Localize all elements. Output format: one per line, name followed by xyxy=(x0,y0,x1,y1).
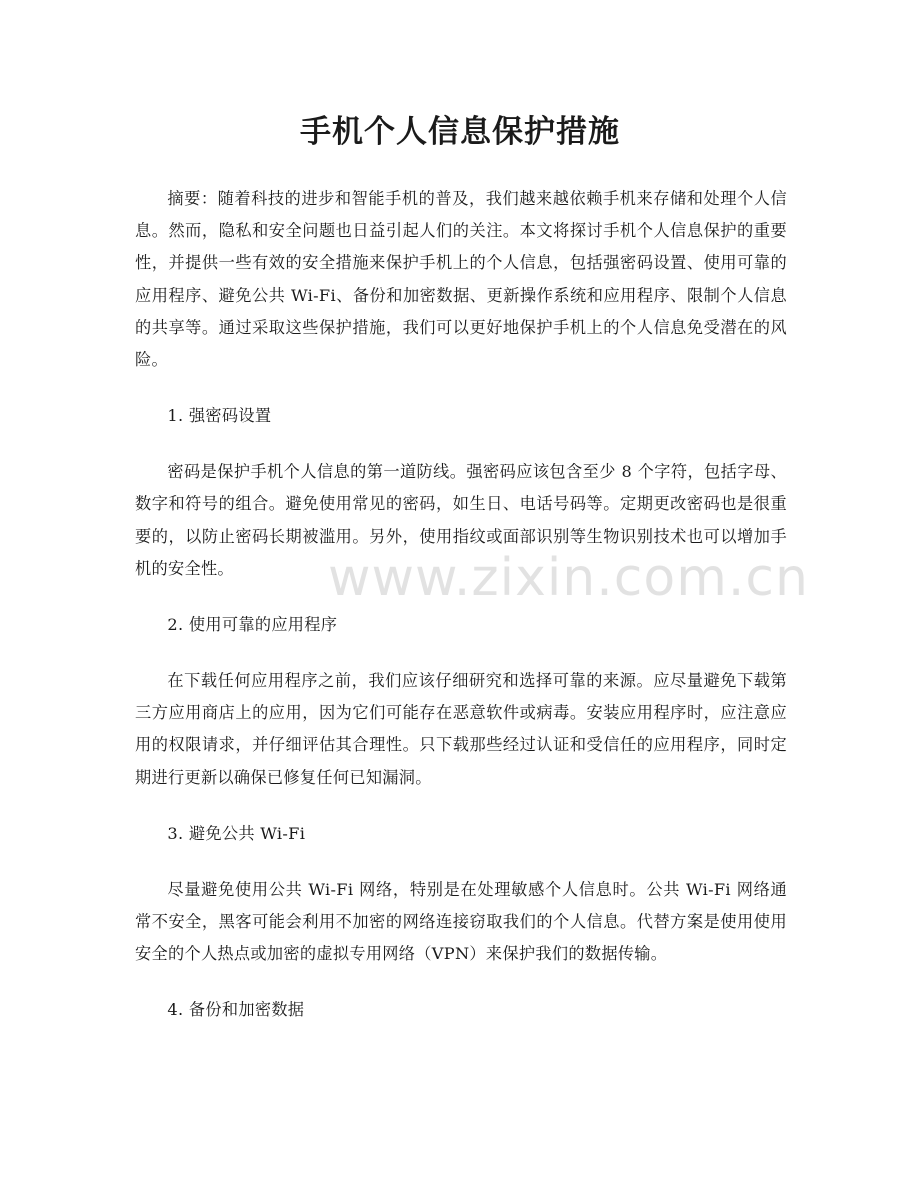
section-body-2: 在下载任何应用程序之前，我们应该仔细研究和选择可靠的来源。应尽量避免下载第三方应用商店上的应用，因为它们可能存在恶意软件或病毒。安装应用程序时，应注意应用的权限请求，并仔细评估其合理性。只下载那些经过认证和受信任的应用程序，同时定期进行更新以确保已修复任何已知漏洞。 xyxy=(135,671,787,787)
document-title: 手机个人信息保护措施 xyxy=(300,114,620,150)
section-heading-4: 4. 备份和加密数据 xyxy=(167,1000,305,1020)
watermark-text: www.zixin.com.cn xyxy=(328,548,809,608)
section-body-1: 密码是保护手机个人信息的第一道防线。强密码应该包含至少 8 个字符，包括字母、数字和符号的组合。避免使用常见的密码，如生日、电话号码等。定期更改密码也是很重要的，以防止密码长期被滥用。另外，使用指纹或面部识别等生物识别技术也可以增加手机的安全性。 xyxy=(135,462,787,578)
section-body-3: 尽量避免使用公共 Wi-Fi 网络，特别是在处理敏感个人信息时。公共 Wi-Fi 网络通常不安全，黑客可能会利用不加密的网络连接窃取我们的个人信息。代替方案是使用使用安全的个人热点或加密的虚拟专用网络（VPN）来保护我们的数据传输。 xyxy=(135,879,787,964)
abstract-paragraph: 摘要：随着科技的进步和智能手机的普及，我们越来越依赖手机来存储和处理个人信息。然而，隐私和安全问题也日益引起人们的关注。本文将探讨手机个人信息保护的重要性，并提供一些有效的安全措施来保护手机上的个人信息，包括强密码设置、使用可靠的应用程序、避免公共 Wi-Fi、备份和加密数据、更新操作系统和应用程序、限制个人信息的共享等。通过采取这些保护措施，我们可以更好地保护手机上的个人信息免受潜在的风险。 xyxy=(135,189,787,370)
document-body xyxy=(135,183,787,1050)
section-heading-2: 2. 使用可靠的应用程序 xyxy=(167,615,338,635)
section-heading-1: 1. 强密码设置 xyxy=(167,406,272,426)
section-heading-3: 3. 避免公共 Wi-Fi xyxy=(167,823,306,843)
